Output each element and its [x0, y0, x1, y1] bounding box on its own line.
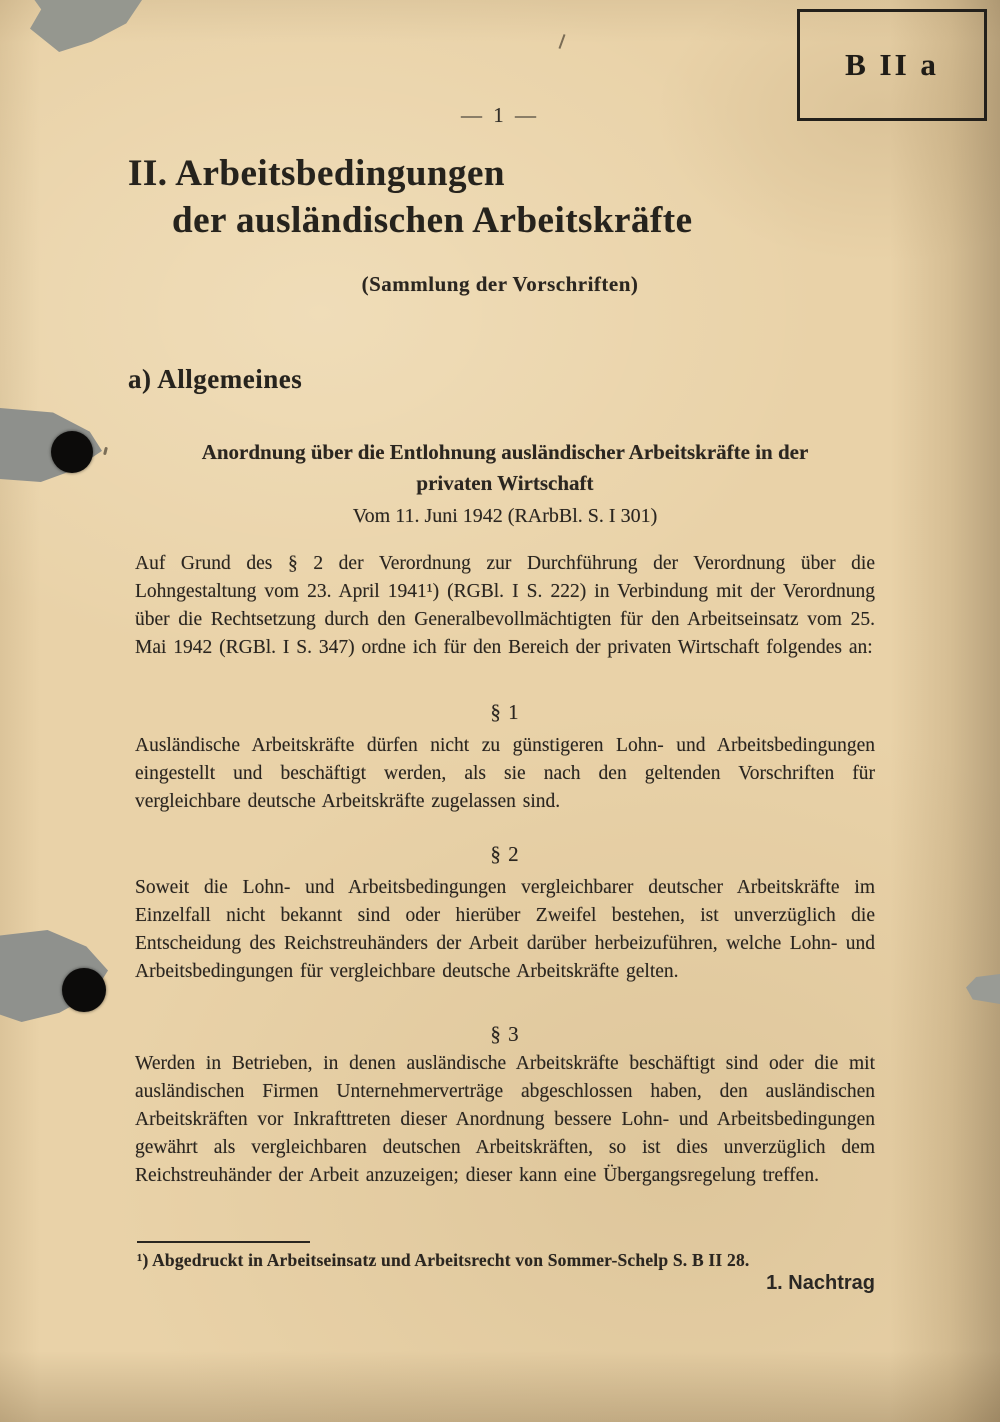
document-title-line2: der ausländischen Arbeitskräfte: [172, 200, 693, 241]
torn-patch-right-edge: [966, 974, 1000, 1004]
decree-heading-line2: privaten Wirtschaft: [416, 471, 594, 495]
document-title-line1: II. Arbeitsbedingungen: [128, 153, 505, 194]
footnote-text: ¹) Abgedruckt in Arbeitseinsatz und Arbeitsrecht von Sommer-Schelp S. B II 28.: [137, 1250, 750, 1270]
decree-heading-line1: Anordnung über die Entlohnung ausländischer Arbeitskräfte in der: [201, 440, 809, 464]
document-subtitle: (Sammlung der Vorschriften): [361, 272, 639, 296]
decree-heading: [135, 437, 875, 499]
hole-punch-bottom: [62, 968, 106, 1012]
footnote-divider: [137, 1241, 310, 1243]
section-heading: a) Allgemeines: [128, 364, 303, 394]
torn-patch-top-left: [30, 0, 142, 52]
paragraph-3-text: Werden in Betrieben, in denen ausländische Arbeitskräfte beschäftigt sind oder die mit ausländischen Firmen Unternehmerverträge abgeschlossen haben, den ausländischen Arbeitskräften vor Inkrafttreten dieser Anordnung bessere Lohn- und Arbeitsbedingungen gewährt als vergleichbaren deutschen Arbeitskräften, so ist dies unverzüglich dem Reichstreuhänder der Arbeit anzuzeigen; dieser kann eine Übergangsregelung treffen.: [135, 1053, 875, 1186]
paragraph-3-number: § 3: [490, 1022, 520, 1046]
paragraph-2-text: Soweit die Lohn- und Arbeitsbedingungen vergleichbarer deutscher Arbeitskräfte im Einzelfall nicht bekannt sind oder hierüber Zweifel bestehen, ist unverzüglich die Entscheidung des Reichstreuhänders der Arbeit darüber herbeizuführen, welche Lohn- und Arbeitsbedingungen für vergleichbare deutsche Arbeitskräfte gelten.: [135, 877, 875, 982]
document-title: [128, 150, 693, 244]
paragraph-1-text: Ausländische Arbeitskräfte dürfen nicht zu günstigeren Lohn- und Arbeitsbedingungen eingestellt und beschäftigt werden, als sie nach den geltenden Vorschriften für vergleichbare deutsche Arbeitskräfte zugelassen sind.: [135, 735, 875, 812]
decree-intro-paragraph: Auf Grund des § 2 der Verordnung zur Durchführung der Verordnung über die Lohngestaltung vom 23. April 1941¹) (RGBl. I S. 222) in Verbindung mit der Verordnung über die Rechtsetzung durch den Generalbevollmächtigten für den Arbeitseinsatz vom 25. Mai 1942 (RGBl. I S. 347) ordne ich für den Bereich der privaten Wirtschaft folgendes an:: [135, 553, 875, 658]
classification-label: B II a: [845, 47, 939, 82]
paragraph-1-number: § 1: [490, 700, 520, 724]
page-number: — 1 —: [461, 103, 539, 127]
decree-date-line: Vom 11. Juni 1942 (RArbBl. S. I 301): [352, 505, 658, 527]
stray-mark: [558, 34, 565, 49]
supplement-label: 1. Nachtrag: [766, 1272, 875, 1294]
paragraph-2-number: § 2: [490, 842, 520, 866]
stray-mark: [103, 447, 108, 455]
hole-punch-top: [51, 431, 93, 473]
